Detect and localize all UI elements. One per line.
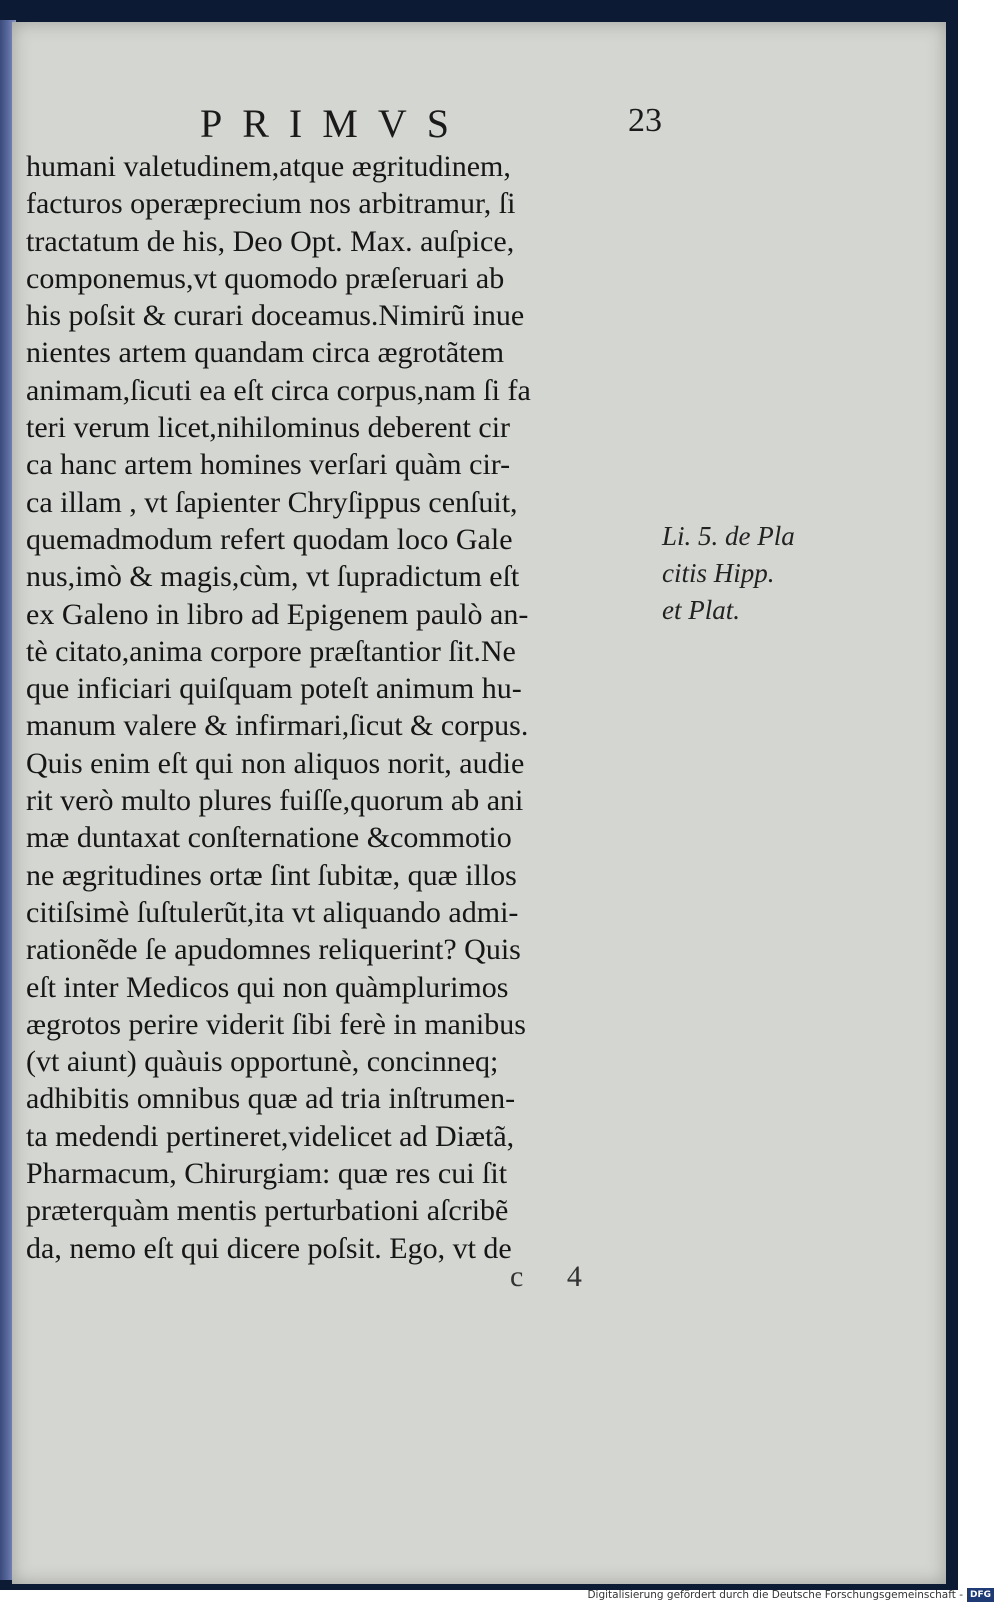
text-line: ægrotos perire viderit ſibi ferè in manibus	[26, 1007, 526, 1041]
text-line: que inficiari quiſquam poteſt animum hu-	[26, 672, 522, 706]
text-line: præterquàm mentis perturbationi aſcribẽ	[26, 1194, 509, 1228]
text-line: ca hanc artem homines verſari quàm cir-	[26, 448, 511, 482]
text-line: tè citato,anima corpore præſtantior ſit.Ne	[26, 634, 516, 668]
text-line: manum valere & infirmari,ſicut & corpus.	[26, 709, 529, 743]
text-line: ta medendi pertineret,videlicet ad Diætã,	[26, 1119, 515, 1153]
text-line: nientes artem quandam circa ægrotãtem	[26, 336, 505, 370]
margin-note-line: citis Hipp.	[662, 558, 775, 588]
text-line: rit verò multo plures fuiſſe,quorum ab ani	[26, 784, 524, 818]
text-line: Pharmacum, Chirurgiam: quæ res cui ſit	[26, 1157, 508, 1191]
text-line: adhibitis omnibus quæ ad tria inſtrumen-	[26, 1082, 516, 1116]
text-line: citiſsimè ſuſtulerũt,ita vt aliquando admi-	[26, 895, 519, 929]
page-number: 23	[628, 102, 662, 139]
text-line: Quis enim eſt qui non aliquos norit, audie	[26, 746, 525, 780]
text-line: ne ægritudines ortæ ſint ſubitæ, quæ illos	[26, 858, 517, 892]
text-line: rationẽde ſe apudomnes reliquerint? Quis	[26, 933, 521, 967]
margin-note	[662, 518, 822, 629]
dfg-logo: DFG	[967, 1588, 994, 1602]
text-line: teri verum licet,nihilominus deberent cir	[26, 411, 511, 445]
funding-notice: Digitalisierung gefördert durch die Deutsche Forschungsgemeinschaft -	[587, 1589, 963, 1601]
text-line: humani valetudinem,atque ægritudinem,	[26, 150, 511, 183]
text-line: eſt inter Medicos qui non quàmplurimos	[26, 970, 509, 1004]
book-page	[12, 22, 946, 1584]
text-line: facturos operæprecium nos arbitramur, ſi	[26, 187, 516, 221]
margin-note-line: et Plat.	[662, 595, 740, 625]
text-line: ex Galeno in libro ad Epigenem paulò an-	[26, 597, 529, 631]
text-line: animam,ſicuti ea eſt circa corpus,nam ſi fa	[26, 373, 531, 407]
text-line: componemus,vt quomodo præſeruari ab	[26, 261, 505, 295]
signature-mark: c 4	[510, 1260, 600, 1293]
text-line: (vt aiunt) quàuis opportunè, concinneq;	[26, 1045, 499, 1079]
running-title: PRIMVS	[200, 101, 469, 146]
text-line: quemadmodum refert quodam loco Gale	[26, 522, 513, 556]
body-text	[26, 148, 686, 1267]
text-line: mæ duntaxat conſternatione &commotio	[26, 821, 512, 855]
text-line: nus,imò & magis,cùm, vt ſupradictum eſt	[26, 560, 520, 594]
margin-note-line: Li. 5. de Pla	[662, 521, 795, 551]
text-line: da, nemo eſt qui dicere poſsit. Ego, vt de	[26, 1231, 512, 1265]
text-line: tractatum de his, Deo Opt. Max. auſpice,	[26, 224, 515, 258]
text-line: ca illam , vt ſapienter Chryſippus cenſuit,	[26, 485, 518, 519]
footer	[587, 1587, 994, 1603]
text-line: his poſsit & curari doceamus.Nimirũ inue	[26, 299, 525, 333]
